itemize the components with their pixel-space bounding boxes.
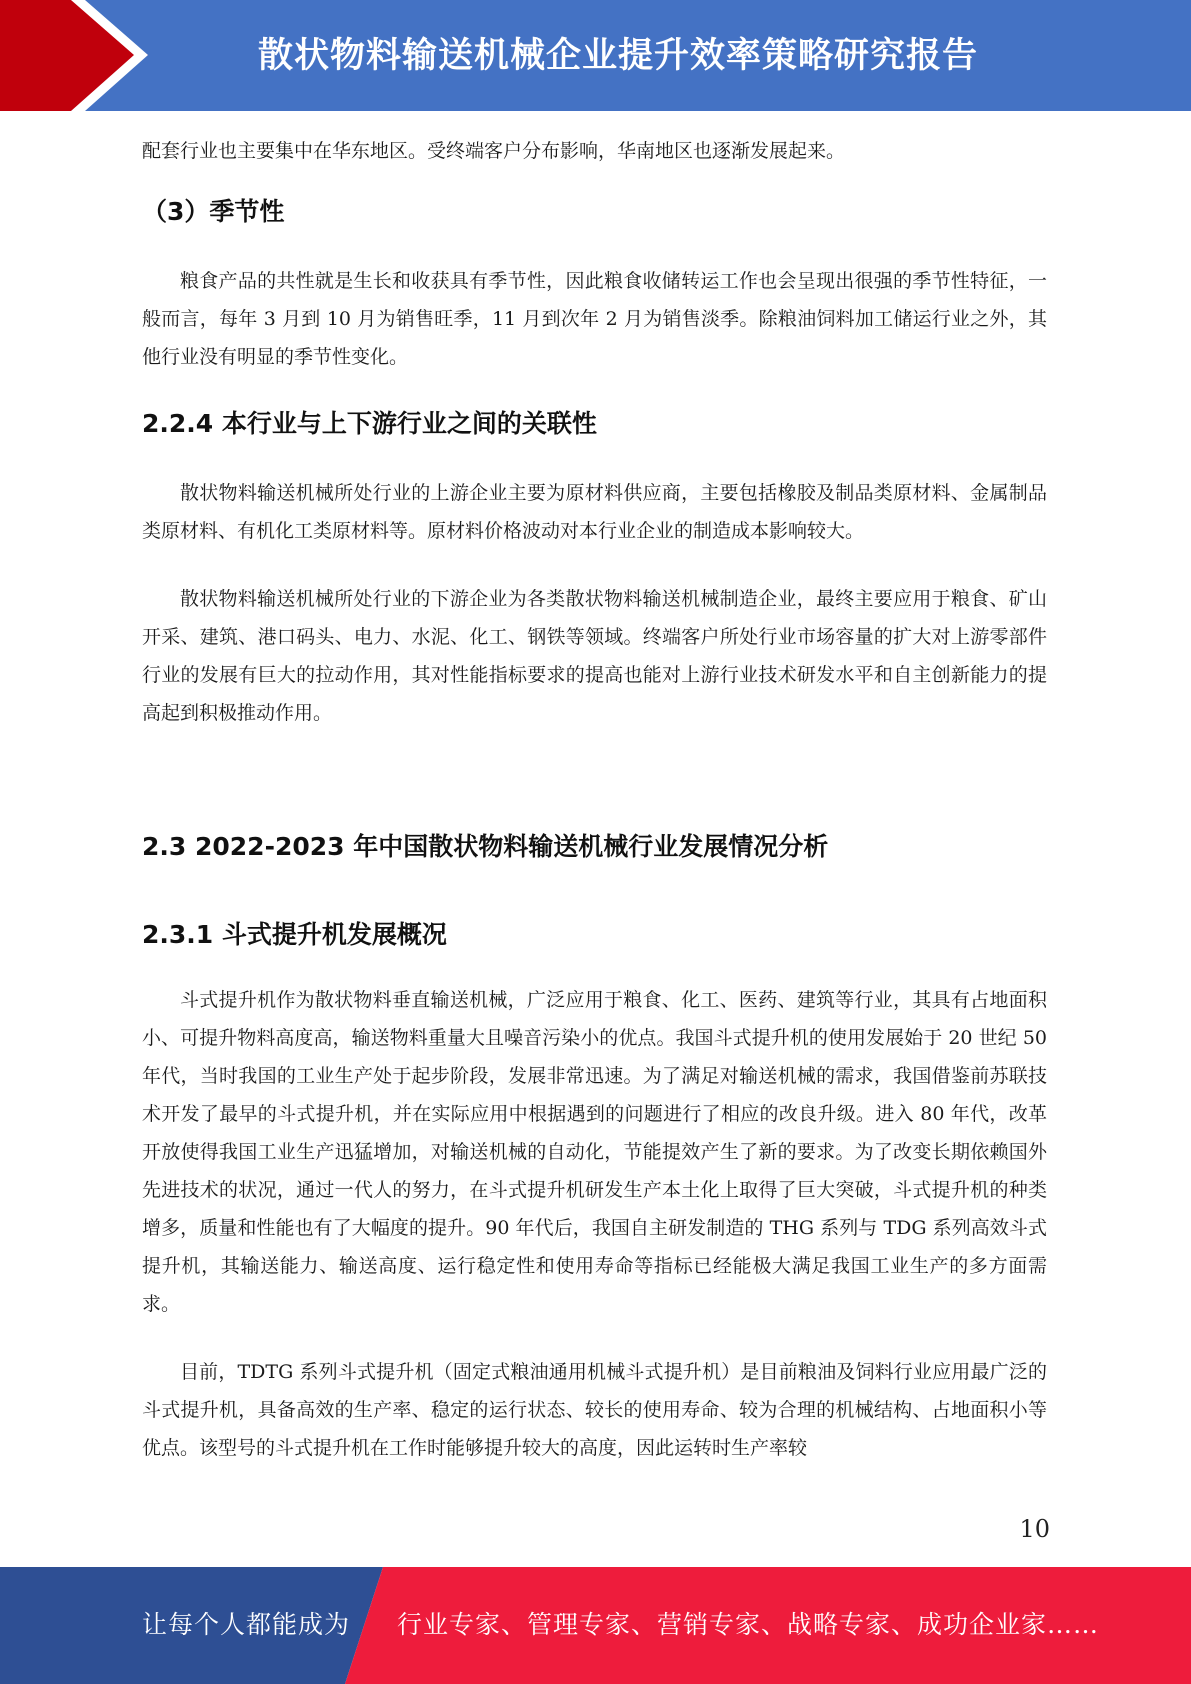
paragraph: 粮食产品的共性就是生长和收获具有季节性，因此粮食收储转运工作也会呈现出很强的季节性特征，一般而言，每年 3 月到 10 月为销售旺季，11 月到次年 2 月为销售淡季。除粮油饲料加工储运行业之外，其他行业没有明显的季节性变化。 bbox=[142, 270, 1047, 368]
footer-slogan-right: 行业专家、管理专家、营销专家、战略专家、成功企业家…… bbox=[397, 1610, 1100, 1639]
paragraph: 目前，TDTG 系列斗式提升机（固定式粮油通用机械斗式提升机）是目前粮油及饲料行业应用最广泛的斗式提升机，具备高效的生产率、稳定的运行状态、较长的使用寿命、较为合理的机械结构、占地面积小等优点。该型号的斗式提升机在工作时能够提升较大的高度，因此运转时生产率较 bbox=[142, 1361, 1047, 1459]
paragraph: 散状物料输送机械所处行业的上游企业主要为原材料供应商，主要包括橡胶及制品类原材料、金属制品类原材料、有机化工类原材料等。原材料价格波动对本行业企业的制造成本影响较大。 bbox=[142, 482, 1047, 542]
report-header bbox=[0, 0, 1191, 111]
document-body bbox=[142, 132, 1047, 1467]
section-heading-2-3: 2.3 2022-2023 年中国散状物料输送机械行业发展情况分析 bbox=[142, 832, 829, 861]
report-title: 散状物料输送机械企业提升效率策略研究报告 bbox=[258, 36, 979, 76]
report-footer bbox=[0, 1567, 1191, 1684]
paragraph: 配套行业也主要集中在华东地区。受终端客户分布影响，华南地区也逐渐发展起来。 bbox=[142, 140, 846, 162]
section-heading-2-3-1: 2.3.1 斗式提升机发展概况 bbox=[142, 920, 447, 949]
footer-slogan-left: 让每个人都能成为 bbox=[142, 1610, 351, 1639]
section-heading-seasonality: （3）季节性 bbox=[142, 197, 285, 226]
paragraph: 斗式提升机作为散状物料垂直输送机械，广泛应用于粮食、化工、医药、建筑等行业，其具有占地面积小、可提升物料高度高，输送物料重量大且噪音污染小的优点。我国斗式提升机的使用发展始于 20 世纪 50 年代，当时我国的工业生产处于起步阶段，发展非常迅速。为了满足对输送机械的需求，我国借鉴前苏联技术开发了最早的斗式提升机，并在实际应用中根据遇到的问题进行了相应的改良升级。进入 80 年代，改革开放使得我国工业生产迅猛增加，对输送机械的自动化，节能提效产生了新的要求。为了改变长期依赖国外先进技术的状况，通过一代人的努力，在斗式提升机研发生产本土化上取得了巨大突破，斗式提升机的种类增多，质量和性能也有了大幅度的提升。90 年代后，我国自主研发制造的 THG 系列与 TDG 系列高效斗式提升机，其输送能力、输送高度、运行稳定性和使用寿命等指标已经能极大满足我国工业生产的多方面需求。 bbox=[142, 989, 1047, 1315]
paragraph: 散状物料输送机械所处行业的下游企业为各类散状物料输送机械制造企业，最终主要应用于粮食、矿山开采、建筑、港口码头、电力、水泥、化工、钢铁等领域。终端客户所处行业市场容量的扩大对上游零部件行业的发展有巨大的拉动作用，其对性能指标要求的提高也能对上游行业技术研发水平和自主创新能力的提高起到积极推动作用。 bbox=[142, 588, 1047, 724]
page-number: 10 bbox=[1019, 1515, 1050, 1543]
section-heading-2-2-4: 2.2.4 本行业与上下游行业之间的关联性 bbox=[142, 409, 597, 438]
